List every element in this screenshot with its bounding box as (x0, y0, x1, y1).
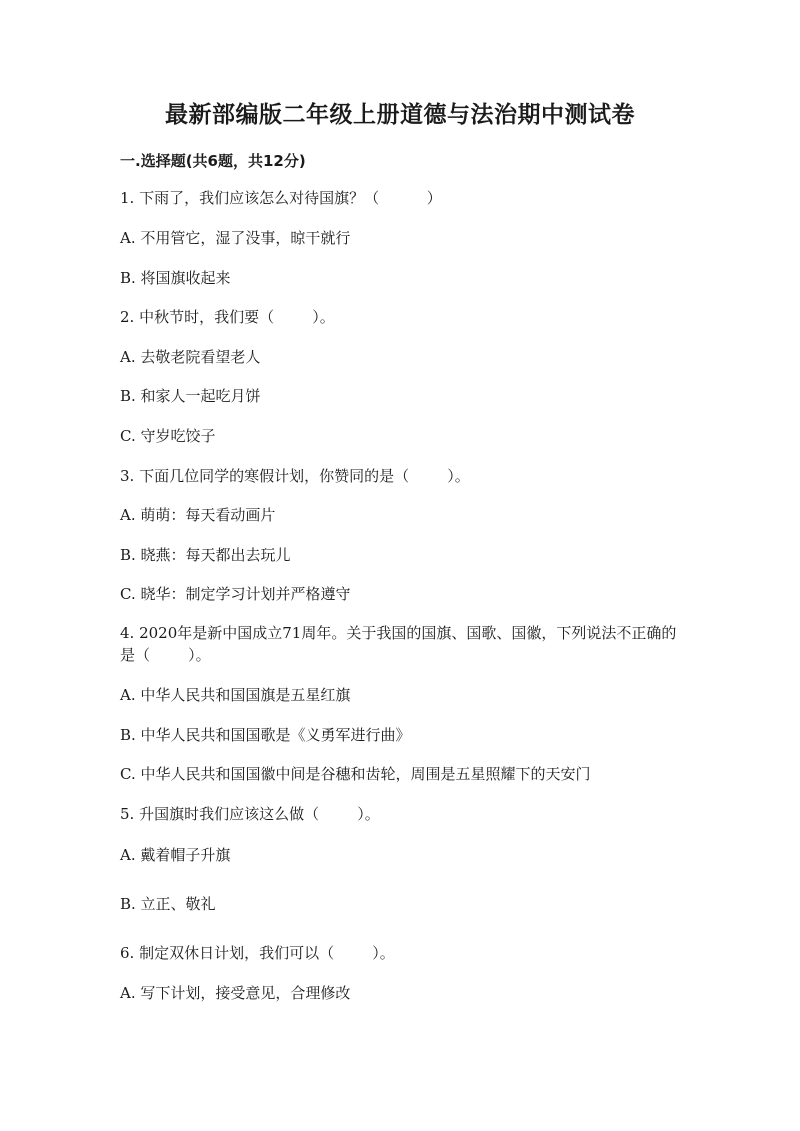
question-2-option-a[interactable]: A. 去敬老院看望老人 (120, 348, 261, 366)
question-5-option-b[interactable]: B. 立正、敬礼 (120, 895, 216, 913)
question-3-option-c[interactable]: C. 晓华：制定学习计划并严格遵守 (120, 585, 351, 603)
question-4-option-a[interactable]: A. 中华人民共和国国旗是五星红旗 (120, 686, 351, 704)
question-4-stem: 4. 2020年是新中国成立71周年。关于我国的国旗、国歌、国徽，下列说法不正确的是（ ）。 (120, 624, 677, 664)
question-2-option-c[interactable]: C. 守岁吃饺子 (120, 427, 216, 445)
question-2-stem: 2. 中秋节时，我们要（ ）。 (120, 308, 335, 326)
question-6-option-a[interactable]: A. 写下计划，接受意见，合理修改 (120, 984, 351, 1002)
question-1-stem: 1. 下雨了，我们应该怎么对待国旗？（ ） (120, 189, 442, 207)
section-heading: 一.选择题(共6题，共12分) (120, 152, 306, 170)
question-1-option-b[interactable]: B. 将国旗收起来 (120, 269, 231, 287)
question-3-option-a[interactable]: A. 萌萌：每天看动画片 (120, 506, 276, 524)
question-3-stem: 3. 下面几位同学的寒假计划，你赞同的是（ ）。 (120, 467, 470, 485)
question-6-stem: 6. 制定双休日计划，我们可以（ ）。 (120, 944, 395, 962)
question-5-option-a[interactable]: A. 戴着帽子升旗 (120, 846, 231, 864)
question-3-option-b[interactable]: B. 晓燕：每天都出去玩儿 (120, 546, 291, 564)
page-title: 最新部编版二年级上册道德与法治期中测试卷 (165, 102, 635, 128)
question-5-stem: 5. 升国旗时我们应该这么做（ ）。 (120, 805, 380, 823)
question-4-option-c[interactable]: C. 中华人民共和国国徽中间是谷穗和齿轮，周围是五星照耀下的天安门 (120, 765, 591, 783)
question-1-option-a[interactable]: A. 不用管它，湿了没事，晾干就行 (120, 229, 351, 247)
question-2-option-b[interactable]: B. 和家人一起吃月饼 (120, 387, 261, 405)
question-4-option-b[interactable]: B. 中华人民共和国国歌是《义勇军进行曲》 (120, 726, 411, 744)
